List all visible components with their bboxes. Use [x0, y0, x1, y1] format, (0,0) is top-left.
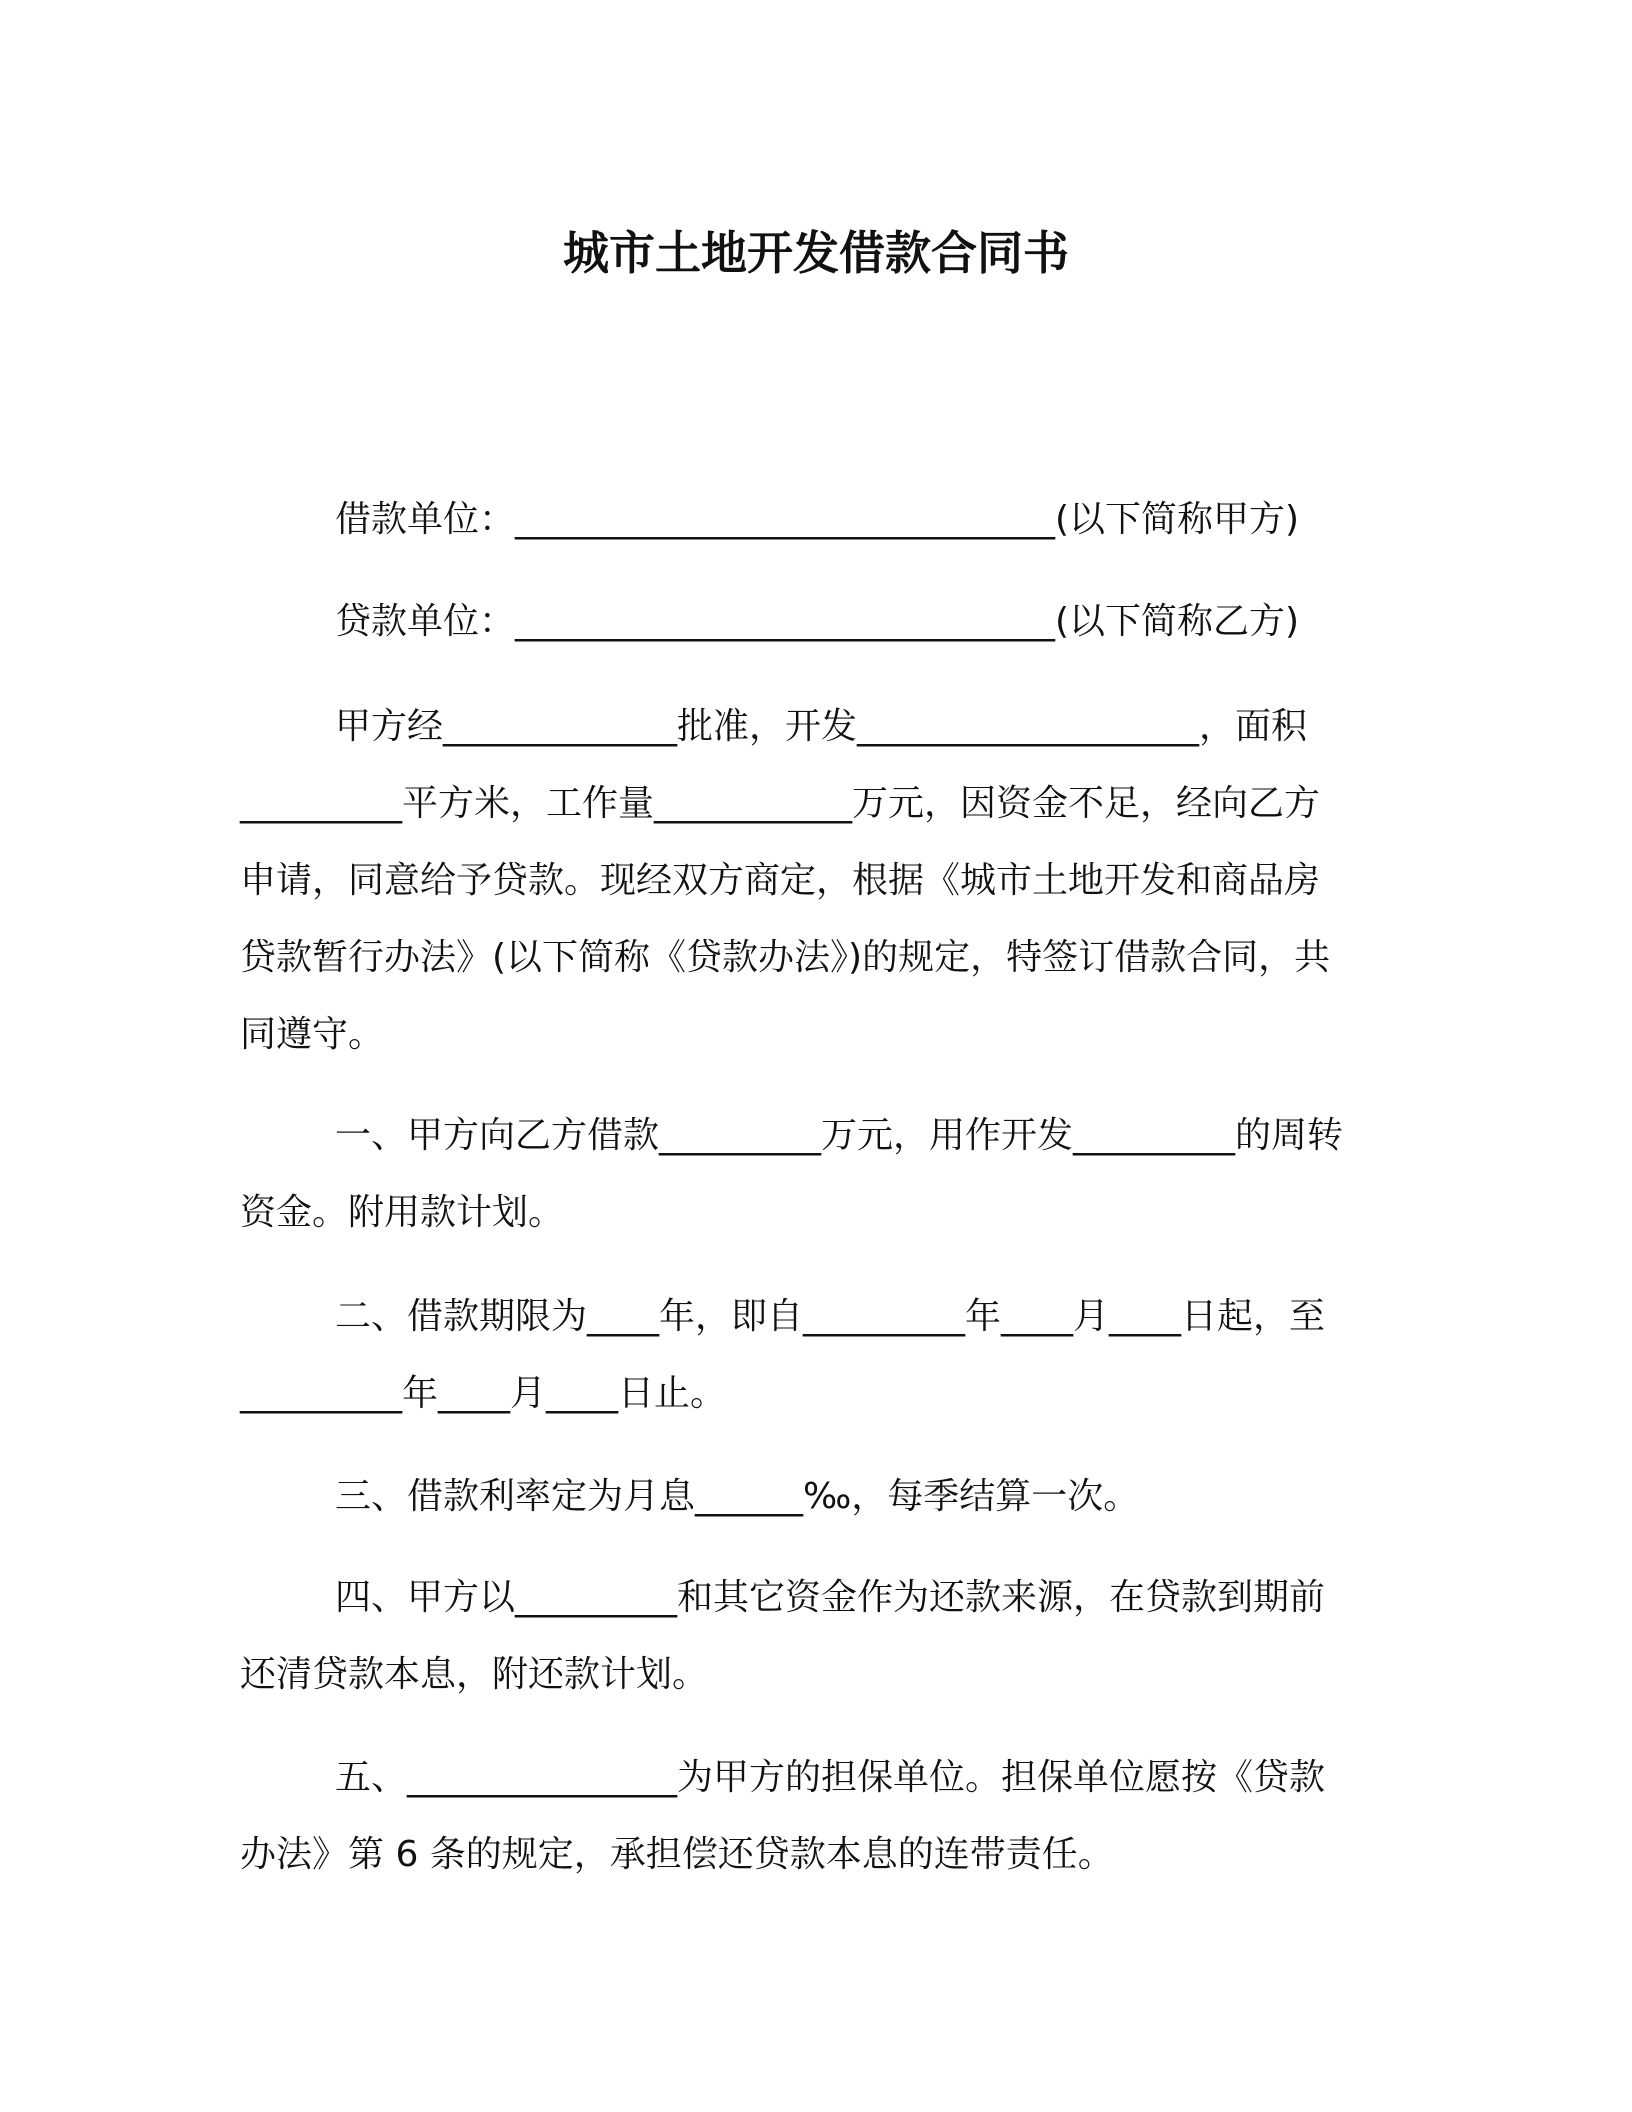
document-title: 城市土地开发借款合同书 [563, 226, 1069, 280]
lender-line: 贷款单位：______________________________(以下简称乙方) [335, 601, 1300, 642]
clause-2-paragraph [240, 1278, 1390, 1432]
clause-5-paragraph [240, 1739, 1390, 1893]
clause-4-line-1: 四、甲方以_________和其它资金作为还款来源，在贷款到期前 [335, 1577, 1326, 1618]
clause-1-paragraph [240, 1097, 1390, 1251]
clause-4-line-2: 还清贷款本息，附还款计划。 [240, 1654, 709, 1695]
clause-1-line-1: 一、甲方向乙方借款_________万元，用作开发_________的周转 [335, 1115, 1344, 1156]
clause-5-line-2: 办法》第 6 条的规定，承担偿还贷款本息的连带责任。 [240, 1834, 1114, 1875]
clause-2-line-2: _________年____月____日止。 [240, 1373, 727, 1414]
preamble-line-3: 申请，同意给予贷款。现经双方商定，根据《城市土地开发和商品房 [240, 860, 1321, 901]
clause-3-line-1: 三、借款利率定为月息______‰，每季结算一次。 [335, 1476, 1140, 1517]
clause-5-line-1: 五、_______________为甲方的担保单位。担保单位愿按《贷款 [335, 1757, 1326, 1798]
clause-1-line-2: 资金。附用款计划。 [240, 1192, 565, 1233]
clause-2-line-1: 二、借款期限为____年，即自_________年____月____日起，至 [335, 1296, 1326, 1337]
clause-4-paragraph [240, 1559, 1390, 1713]
clause-3-paragraph [240, 1458, 1390, 1535]
borrower-line: 借款单位：______________________________(以下简称甲方) [335, 499, 1300, 540]
preamble-paragraph [240, 688, 1390, 1073]
preamble-line-4: 贷款暂行办法》(以下简称《贷款办法》)的规定，特签订借款合同，共 [240, 937, 1331, 978]
preamble-line-1: 甲方经_____________批准，开发___________________，面积 [335, 706, 1308, 747]
preamble-line-5: 同遵守。 [240, 1014, 385, 1055]
preamble-line-2: _________平方米，工作量___________万元，因资金不足，经向乙方 [240, 783, 1321, 824]
